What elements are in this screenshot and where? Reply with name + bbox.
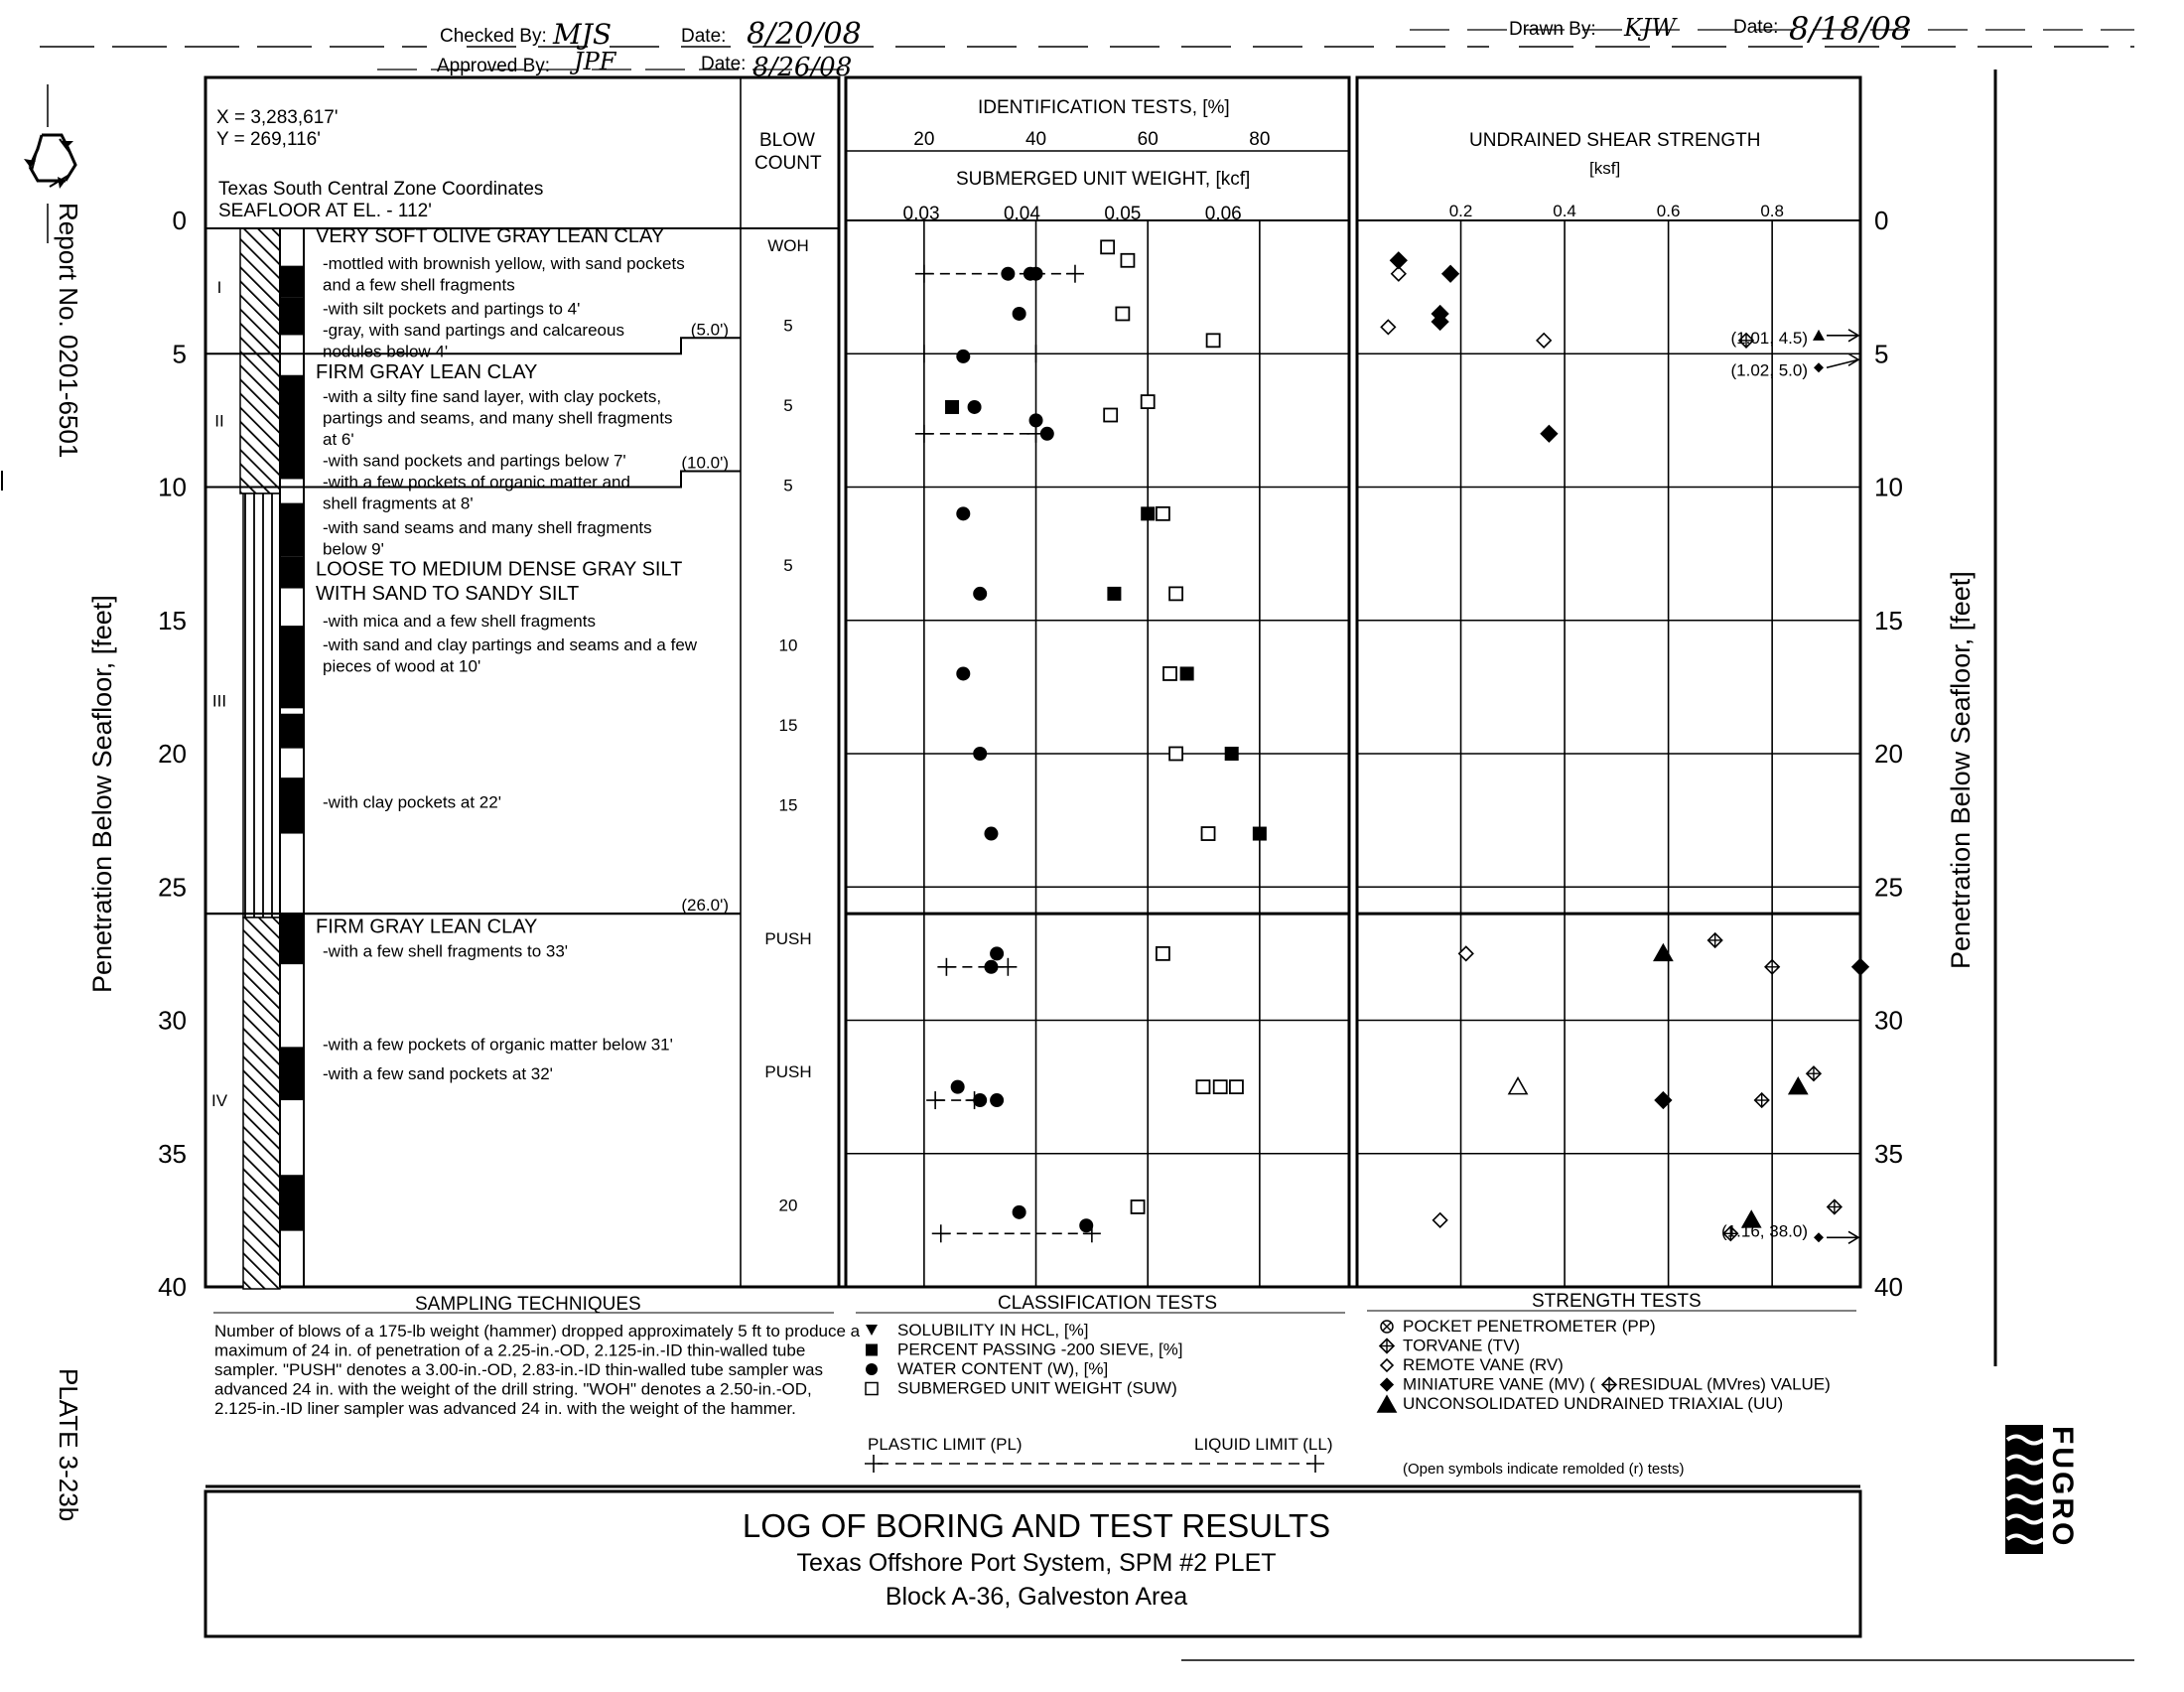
blow-count-value: 10	[778, 635, 798, 655]
sample-interval	[280, 556, 304, 588]
blow-count-value: 5	[783, 316, 793, 336]
stratum-unit-label: II	[214, 411, 224, 431]
unit-weight-point	[1207, 334, 1220, 347]
sampling-legend-line: maximum of 24 in. of penetration of a 2.25-in.-OD, 2.125-in.-ID thin-walled tube	[214, 1340, 806, 1360]
checked-date-label: Date:	[681, 26, 727, 47]
sampling-legend-line: 2.125-in.-ID liner sampler was advanced 24 in. with the weight of the hammer.	[214, 1399, 796, 1418]
unit-weight-point	[1132, 1200, 1145, 1213]
depth-axis-left	[158, 206, 187, 1302]
strength-panel-frame	[1357, 77, 1860, 1287]
stratum-depth-label: (10.0')	[681, 453, 729, 473]
stratum-description: -gray, with sand partings and calcareous	[323, 321, 624, 341]
depth-tick-label: 20	[1874, 739, 1903, 769]
identification-grid	[846, 220, 1349, 1287]
clay-hatch-upper	[240, 228, 280, 494]
sample-interval	[280, 1175, 304, 1230]
water-content-point	[1040, 427, 1054, 441]
remolded-note: (Open symbols indicate remolded (r) tests)	[1403, 1461, 1685, 1478]
plastic-limit-label: PLASTIC LIMIT (PL)	[868, 1435, 1023, 1454]
stratum-heading: WITH SAND TO SANDY SILT	[316, 582, 580, 605]
legend-symbol	[1380, 1340, 1394, 1353]
stratum-heading: VERY SOFT OLIVE GRAY LEAN CLAY	[316, 225, 665, 248]
approved-date-label: Date:	[701, 54, 747, 74]
blow-count-header: BLOW	[759, 130, 815, 151]
uu-triaxial-point	[1789, 1078, 1807, 1094]
x-coordinate: X = 3,283,617'	[216, 107, 339, 128]
project-name: Texas Offshore Port System, SPM #2 PLET	[796, 1549, 1277, 1577]
water-content-point	[973, 747, 987, 761]
unit-weight-point	[1104, 409, 1117, 422]
uu-triaxial-remolded-point	[1509, 1078, 1527, 1094]
legend-symbol	[866, 1383, 878, 1395]
stratum-depth-label: (5.0')	[690, 320, 729, 340]
unit-weight-tick-label: 0.06	[1204, 204, 1242, 224]
sample-interval	[280, 914, 304, 964]
depth-tick-label: 5	[1874, 339, 1889, 369]
percent-tick-label: 60	[1137, 129, 1159, 150]
sampling-legend-text	[214, 1322, 861, 1418]
silt-pattern	[243, 494, 280, 917]
blow-count-value: 5	[783, 395, 793, 415]
plastic-limit-mark	[915, 265, 933, 283]
liquid-limit-label: LIQUID LIMIT (LL)	[1194, 1435, 1333, 1454]
mv-residual-point	[1828, 1199, 1842, 1213]
sampling-legend-line: sampler. "PUSH" denotes a 3.00-in.-OD, 2.83-in.-ID thin-walled tube sampler was	[214, 1360, 824, 1379]
liquid-limit-mark	[999, 958, 1017, 976]
miniature-vane-point	[1852, 959, 1868, 975]
sampling-legend-line: Number of blows of a 175-lb weight (hammer) dropped approximately 5 ft to produce a	[214, 1322, 861, 1340]
off-scale-label: (1.01, 4.5)	[1730, 328, 1808, 348]
stratum-description: -with a silty fine sand layer, with clay pockets,	[323, 387, 662, 407]
legend-symbol	[866, 1363, 878, 1375]
approved-by-label: Approved By:	[437, 56, 551, 76]
stratum-depth-label: (26.0')	[681, 896, 729, 916]
sample-interval	[280, 777, 304, 833]
strength-legend-label: RESIDUAL (MVres) VALUE)	[1618, 1374, 1831, 1394]
blow-count-value: 15	[778, 795, 798, 815]
depth-axis-right	[1874, 206, 1903, 1302]
strength-grid	[1357, 220, 1860, 1287]
fines-point	[945, 400, 959, 414]
depth-tick-label: 15	[1874, 605, 1903, 635]
sample-interval	[280, 503, 304, 557]
strength-unit: [ksf]	[1589, 159, 1621, 178]
classification-legend-label: SOLUBILITY IN HCL, [%]	[897, 1321, 1089, 1340]
atterberg-legend-line	[865, 1455, 1324, 1473]
percent-tick-label: 20	[913, 129, 935, 150]
stratum-unit-label: I	[216, 278, 222, 298]
stratum-description: -with sand pockets and partings below 7'	[323, 451, 626, 471]
liquid-limit-mark	[1066, 265, 1084, 283]
depth-tick-label: 0	[1874, 206, 1889, 235]
submerged-unit-weight-title: SUBMERGED UNIT WEIGHT, [kcf]	[956, 169, 1251, 190]
stratum-description: -with a few pockets of organic matter and	[323, 473, 630, 493]
fines-point	[1225, 747, 1239, 761]
miniature-vane-point	[1442, 266, 1458, 282]
seafloor-elevation: SEAFLOOR AT EL. - 112'	[218, 201, 432, 221]
sample-interval	[280, 626, 304, 708]
strength-data	[1381, 252, 1868, 1243]
stratum-heading: FIRM GRAY LEAN CLAY	[316, 361, 538, 384]
plate-number: PLATE 3-23b	[54, 1368, 83, 1522]
stratum-description: -with clay pockets at 22'	[323, 792, 501, 812]
depth-tick-label: 30	[158, 1005, 187, 1036]
strength-tick-label: 0.2	[1448, 202, 1473, 220]
checked-by-initials: MJS	[553, 18, 613, 51]
unit-weight-point	[1230, 1080, 1243, 1093]
strength-legend-items	[1378, 1317, 1831, 1413]
water-content-point	[973, 587, 987, 601]
unit-weight-tick-label: 0.04	[1003, 204, 1040, 224]
checked-date-value: 8/20/08	[747, 17, 862, 52]
depth-tick-label: 35	[1874, 1138, 1903, 1169]
drawn-date-label: Date:	[1733, 17, 1779, 38]
blow-count-value: 5	[783, 556, 793, 576]
unit-weight-point	[1214, 1080, 1227, 1093]
unit-weight-point	[1196, 1080, 1209, 1093]
unit-weight-point	[1116, 307, 1129, 320]
remote-vane-point	[1381, 320, 1395, 334]
stratum-description: -with sand and clay partings and seams and a few	[323, 634, 698, 654]
plastic-limit-mark	[937, 958, 955, 976]
sample-interval	[280, 714, 304, 749]
remote-vane-point	[1433, 1213, 1447, 1227]
strength-legend-label: MINIATURE VANE (MV) (	[1403, 1374, 1595, 1394]
off-scale-arrow	[1814, 353, 1858, 372]
strength-legend-title: STRENGTH TESTS	[1532, 1291, 1702, 1312]
blow-count-value: 15	[778, 716, 798, 736]
drawn-date-value: 8/18/08	[1789, 10, 1912, 48]
stratum-description: and a few shell fragments	[323, 275, 515, 295]
water-content-point	[1029, 267, 1043, 281]
stratum-description: nodules below 4'	[323, 342, 449, 361]
water-content-point	[951, 1080, 965, 1094]
depth-tick-label: 15	[158, 605, 187, 635]
plastic-limit-mark	[915, 345, 933, 362]
depth-tick-label: 10	[1874, 472, 1903, 502]
checked-by-label: Checked By:	[440, 26, 547, 47]
percent-tick-label: 80	[1249, 129, 1271, 150]
stratum-description: -with mica and a few shell fragments	[323, 611, 596, 631]
stratum-description: -with a few pockets of organic matter below 31'	[323, 1035, 673, 1055]
stratum-description: shell fragments at 8'	[323, 494, 474, 513]
blow-counts	[764, 236, 811, 1215]
water-content-point	[984, 827, 998, 841]
strength-legend-label: TORVANE (TV)	[1403, 1336, 1521, 1355]
water-content-point	[1029, 413, 1043, 427]
water-content-point	[1013, 1205, 1026, 1219]
fines-point	[1253, 827, 1267, 841]
y-axis-label-right: Penetration Below Seafloor, [feet]	[1946, 571, 1976, 969]
strength-legend-label: REMOTE VANE (RV)	[1403, 1355, 1564, 1374]
blow-count-value: PUSH	[764, 1062, 812, 1082]
legend-symbol	[866, 1325, 878, 1336]
y-axis-label-left: Penetration Below Seafloor, [feet]	[87, 595, 117, 993]
unit-weight-point	[1169, 748, 1182, 761]
coordinate-zone: Texas South Central Zone Coordinates	[218, 179, 544, 200]
strength-legend-label: UNCONSOLIDATED UNDRAINED TRIAXIAL (UU)	[1403, 1394, 1784, 1413]
depth-tick-label: 10	[158, 472, 187, 502]
blow-count-value: PUSH	[764, 928, 812, 948]
strength-tick-label: 0.6	[1656, 202, 1681, 220]
recycle-icon	[24, 135, 75, 189]
identification-title: IDENTIFICATION TESTS, [%]	[978, 97, 1230, 118]
unit-weight-point	[1163, 667, 1176, 680]
mv-residual-point	[1755, 1093, 1769, 1107]
stratum-description: -with a few shell fragments to 33'	[323, 941, 569, 961]
sample-interval	[280, 298, 304, 336]
stratum-description: -with silt pockets and partings to 4'	[323, 299, 581, 319]
depth-tick-label: 30	[1874, 1005, 1903, 1036]
strata-units	[211, 278, 228, 1110]
legend-symbol	[1602, 1378, 1616, 1392]
legend-symbol	[866, 1344, 878, 1356]
stratum-boundary	[205, 338, 741, 353]
uu-triaxial-point	[1654, 944, 1672, 960]
water-content-point	[956, 666, 970, 680]
miniature-vane-point	[1541, 426, 1557, 442]
water-content-point	[1079, 1218, 1093, 1232]
unit-weight-point	[1202, 827, 1215, 840]
identification-data	[915, 240, 1267, 1242]
water-content-point	[1013, 307, 1026, 321]
classification-legend-items	[866, 1321, 1183, 1398]
legend-symbol	[1378, 1396, 1396, 1412]
sample-interval	[280, 1047, 304, 1100]
depth-tick-label: 25	[1874, 872, 1903, 903]
unit-weight-point	[1169, 587, 1182, 600]
sampling-legend-line: advanced 24 in. with the weight of the drill string. "WOH" denotes a 2.50-in.-OD,	[214, 1379, 812, 1399]
unit-weight-point	[1101, 240, 1114, 253]
mv-residual-point	[1765, 960, 1779, 974]
stratum-description: pieces of wood at 10'	[323, 656, 481, 676]
stratum-description: -with sand seams and many shell fragments	[323, 517, 652, 537]
fines-point	[1180, 666, 1194, 680]
plastic-limit-mark	[932, 1224, 950, 1242]
strength-legend-label: POCKET PENETROMETER (PP)	[1403, 1317, 1656, 1336]
legend-symbol	[1381, 1379, 1393, 1391]
water-content-point	[984, 960, 998, 974]
approved-date-value: 8/26/08	[752, 53, 853, 82]
water-content-point	[956, 350, 970, 363]
classification-legend-label: SUBMERGED UNIT WEIGHT (SUW)	[897, 1378, 1177, 1398]
liquid-limit-mark	[1027, 345, 1045, 362]
classification-legend-title: CLASSIFICATION TESTS	[998, 1293, 1218, 1314]
stratum-unit-label: IV	[210, 1091, 228, 1111]
depth-tick-label: 40	[158, 1272, 187, 1302]
stratum-description: at 6'	[323, 430, 354, 450]
depth-tick-label: 20	[158, 739, 187, 769]
water-content-point	[990, 946, 1004, 960]
stratum-description: -with a few sand pockets at 32'	[323, 1064, 553, 1084]
mv-residual-point	[1807, 1066, 1821, 1080]
drawn-by-label: Drawn By:	[1509, 19, 1596, 40]
sample-interval	[280, 266, 304, 298]
strength-title: UNDRAINED SHEAR STRENGTH	[1469, 130, 1761, 151]
depth-tick-label: 25	[158, 872, 187, 903]
project-location: Block A-36, Galveston Area	[885, 1583, 1188, 1611]
fines-point	[1141, 506, 1155, 520]
clay-hatch-lower	[243, 917, 280, 1289]
strength-tick-label: 0.4	[1553, 202, 1576, 220]
depth-tick-label: 5	[172, 339, 187, 369]
drawn-by-initials: KJW	[1624, 14, 1677, 42]
fines-point	[1107, 587, 1121, 601]
legend-symbol	[1381, 1321, 1393, 1333]
off-scale-arrow	[1813, 330, 1858, 342]
approved-by-initials: JPF	[574, 48, 616, 75]
water-content-point	[1001, 267, 1015, 281]
blow-count-value: WOH	[767, 235, 809, 255]
water-content-point	[968, 400, 982, 414]
unit-weight-tick-label: 0.05	[1104, 204, 1142, 224]
plastic-limit-mark	[915, 425, 933, 443]
mv-residual-point	[1708, 933, 1722, 947]
unit-weight-point	[1142, 395, 1155, 408]
water-content-point	[956, 506, 970, 520]
stratum-unit-label: III	[211, 691, 227, 711]
plastic-limit-mark	[926, 1091, 944, 1109]
depth-tick-label: 35	[158, 1138, 187, 1169]
sample-intervals	[280, 266, 304, 1231]
depth-tick-label: 0	[172, 206, 187, 235]
sample-interval	[280, 375, 304, 480]
strength-tick-labels	[1449, 202, 1784, 220]
blow-count-value: 20	[778, 1196, 798, 1215]
water-content-point	[990, 1093, 1004, 1107]
off-scale-label: (1.16, 38.0)	[1721, 1221, 1808, 1241]
stratum-heading: LOOSE TO MEDIUM DENSE GRAY SILT	[316, 558, 683, 581]
stratum-description: below 9'	[323, 539, 384, 559]
off-scale-label: (1.02, 5.0)	[1730, 360, 1808, 380]
report-number: Report No. 0201-6501	[54, 203, 83, 459]
unit-weight-point	[1157, 507, 1169, 520]
stratum-heading: FIRM GRAY LEAN CLAY	[316, 916, 538, 938]
unit-weight-tick-label: 0.03	[902, 204, 940, 224]
depth-tick-label: 40	[1874, 1272, 1903, 1302]
blow-count-value: 5	[783, 476, 793, 495]
identification-panel-frame	[846, 77, 1349, 1287]
percent-tick-label: 40	[1024, 129, 1047, 150]
fugro-logo-text: FUGRO	[2046, 1426, 2079, 1549]
water-content-point	[973, 1093, 987, 1107]
blow-count-header: COUNT	[754, 153, 822, 174]
fugro-logo	[2005, 1425, 2079, 1554]
sampling-legend-title: SAMPLING TECHNIQUES	[415, 1294, 641, 1315]
remote-vane-point	[1537, 334, 1551, 348]
unit-weight-point	[1121, 254, 1134, 267]
unit-weight-point	[1157, 947, 1169, 960]
legend-symbol	[1381, 1359, 1393, 1371]
stratum-description: -mottled with brownish yellow, with sand pockets	[323, 253, 685, 273]
log-title: LOG OF BORING AND TEST RESULTS	[742, 1507, 1331, 1544]
classification-legend-label: PERCENT PASSING -200 SIEVE, [%]	[897, 1340, 1183, 1359]
off-scale-arrow	[1814, 1231, 1858, 1243]
stratum-description: partings and seams, and many shell fragments	[323, 408, 673, 428]
miniature-vane-point	[1391, 252, 1407, 268]
strength-tick-label: 0.8	[1760, 202, 1784, 220]
y-coordinate: Y = 269,116'	[216, 129, 321, 150]
classification-legend-label: WATER CONTENT (W), [%]	[897, 1359, 1109, 1378]
